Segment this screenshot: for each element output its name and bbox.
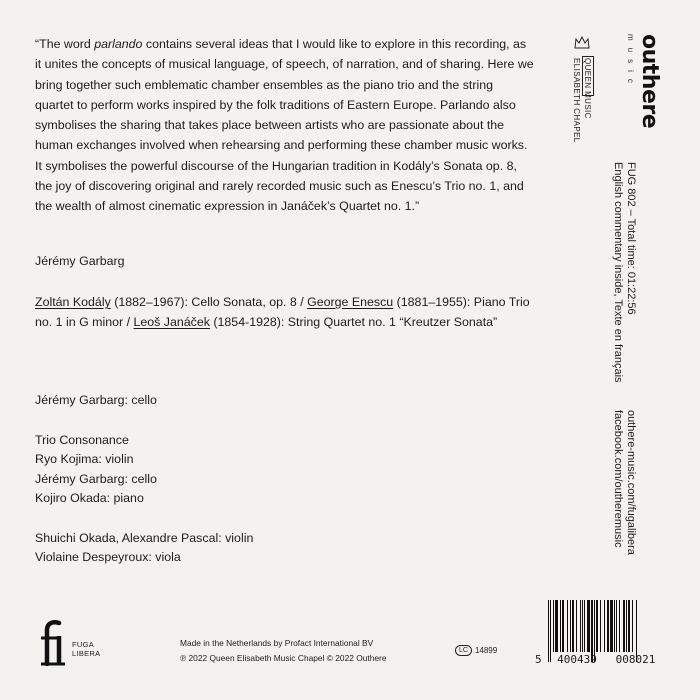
outhere-logo-sub: music — [626, 34, 635, 90]
qemc-logo — [566, 36, 596, 143]
barcode-bar — [626, 600, 627, 652]
trio-member: Ryo Kojima: violin — [35, 452, 134, 466]
qemc-line-1: QUEEN MUSIC — [583, 58, 592, 119]
barcode-digit-group-2: 008021 — [615, 653, 656, 666]
quartet-member: Violaine Despeyroux: viola — [35, 550, 181, 564]
barcode-bar — [632, 600, 633, 652]
barcode-bar — [614, 600, 615, 652]
trio-name: Trio Consonance — [35, 432, 129, 447]
personnel — [35, 391, 253, 588]
barcode-bar — [570, 600, 571, 652]
quartet-group — [35, 529, 253, 568]
quote-part-2: contains several ideas that I would like to explore in this recording, as it unites the concepts of musical language, of speech, of narration, and of sharing. Here we bring together such emblematic chamber ensembles as the piano trio and the string quartet to perform works inspired by the folk traditions of Eastern Europe. Parlando also symbolises the sharing that takes place between artists who are passionate about the human exchanges involved when rehearsing and performing these chamber music works. It symbolises the powerful discourse of the Hungarian tradition in Kodály’s Sonata op. 8, the joy of discovering original and rarely recorded music such as Enescu’s Trio no. 1, and the wealth of almost cinematic expression in Janáček’s Quartet no. 1.” — [35, 37, 534, 214]
trio-member: Kojiro Okada: piano — [35, 491, 144, 505]
barcode-bar — [619, 600, 620, 652]
fuga-libera-wordmark — [72, 640, 100, 658]
barcode-bar — [607, 600, 609, 652]
barcode-bar — [616, 600, 617, 652]
copyright-note: ℗ 2022 Queen Elisabeth Music Chapel © 2022 Outhere — [180, 653, 387, 663]
label-code — [455, 645, 497, 656]
qemc-line-2: ELISABETH CHAPEL — [572, 58, 581, 143]
composer-janacek: Leoš Janáček — [133, 315, 210, 329]
barcode-bar — [600, 600, 601, 652]
work-details-enescu: (1881–1955): Piano Trio no. 1 in G minor / — [35, 295, 530, 329]
barcode-bar — [584, 600, 585, 652]
trio-member: Jérémy Garbarg: cello — [35, 471, 157, 486]
barcode-bar — [562, 600, 564, 652]
barcode-digit-prefix: 5 — [535, 653, 542, 666]
barcode-bar — [580, 600, 581, 652]
fuga-text: FUGA — [72, 640, 95, 649]
soloist: Jérémy Garbarg: cello — [35, 393, 157, 407]
barcode-bar — [555, 600, 558, 652]
composer-enescu: George Enescu — [307, 295, 394, 309]
libera-text: LIBERA — [72, 649, 101, 658]
barcode-bar — [572, 600, 574, 652]
liner-quote — [35, 34, 535, 217]
barcode-bar — [553, 600, 554, 652]
quartet-member: Shuichi Okada, Alexandre Pascal: violin — [35, 530, 254, 545]
manufacturer-note: Made in the Netherlands by Profact International BV — [180, 638, 374, 648]
quote-part-1: “The word — [35, 37, 95, 51]
catalog-number: FUG 802 – Total time: 01:22:56 — [625, 162, 637, 315]
quote-emphasis: parlando — [94, 37, 143, 51]
barcode-digit-group-1: 400439 — [557, 653, 597, 666]
work-details-janacek: (1854-1928): String Quartet no. 1 “Kreutzer Sonata” — [209, 315, 498, 329]
facebook-link[interactable]: facebook.com/outheremusic — [612, 410, 624, 548]
work-details-kodaly: (1882–1967): Cello Sonata, op. 8 / — [110, 295, 308, 309]
outhere-logo: outhere — [637, 34, 662, 129]
works-list — [35, 292, 540, 332]
barcode-bar — [596, 600, 598, 652]
barcode-bar — [567, 600, 568, 652]
barcode-bar — [560, 600, 561, 652]
crown-icon — [574, 36, 590, 50]
barcode-bar — [623, 600, 625, 652]
trio-group — [35, 431, 253, 509]
web-links — [611, 410, 637, 555]
barcode-bar — [576, 600, 577, 652]
barcode-bar — [582, 600, 583, 652]
website-link[interactable]: outhere-music.com/fugalibera — [625, 410, 637, 555]
commentary-note: English commentary inside, Texte en français — [612, 162, 624, 383]
barcode-bar — [610, 600, 613, 652]
lc-badge: LC — [455, 645, 472, 656]
footer-credits — [180, 636, 387, 666]
barcode-bar — [604, 600, 605, 652]
barcode-bar — [628, 600, 630, 652]
barcode-digits — [535, 653, 665, 666]
quote-author: Jérémy Garbarg — [35, 254, 125, 268]
barcode-bar — [587, 600, 590, 652]
catalog-info — [611, 162, 637, 383]
composer-kodaly: Zoltán Kodály — [35, 295, 111, 309]
soloist-group — [35, 391, 253, 411]
lc-number: 14899 — [474, 646, 498, 655]
